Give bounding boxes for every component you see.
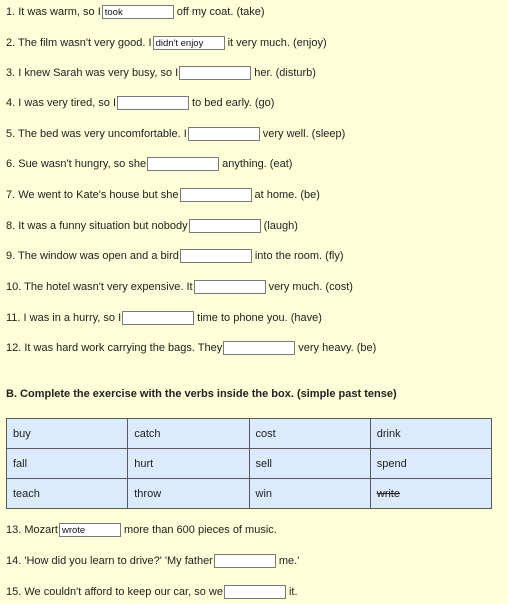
verb-box — [6, 418, 492, 509]
answer-input[interactable] — [189, 219, 261, 233]
question-text: 2. The film wasn't very good. I — [6, 37, 152, 49]
verb-cell: cost — [249, 419, 370, 449]
answer-input[interactable] — [223, 341, 295, 355]
question-hint: anything. (eat) — [222, 158, 293, 170]
answer-input[interactable] — [59, 523, 121, 537]
question-hint: time to phone you. (have) — [197, 312, 322, 324]
question-text: 4. I was very tired, so I — [6, 97, 117, 109]
question-12 — [6, 340, 376, 356]
question-hint: very heavy. (be) — [298, 342, 377, 354]
question-hint: at home. (be) — [254, 189, 320, 201]
verb-cell: catch — [128, 419, 249, 449]
question-hint: her. (disturb) — [254, 67, 316, 79]
question-1 — [6, 4, 265, 20]
question-hint: off my coat. (take) — [176, 6, 265, 18]
answer-input[interactable] — [180, 249, 252, 263]
question-text: 11. I was in a hurry, so I — [6, 312, 122, 324]
question-hint: it very much. (enjoy) — [227, 37, 327, 49]
verb-cell: drink — [370, 419, 491, 449]
answer-input[interactable] — [180, 188, 252, 202]
answer-input[interactable] — [153, 36, 225, 50]
question-2 — [6, 35, 327, 51]
question-hint: very much. (cost) — [268, 281, 353, 293]
question-text: 7. We went to Kate's house but she — [6, 189, 179, 201]
question-text: 15. We couldn't afford to keep our car, so we — [6, 586, 223, 598]
answer-input[interactable] — [179, 66, 251, 80]
question-6 — [6, 156, 292, 172]
question-11 — [6, 310, 322, 326]
verb-cell: win — [249, 479, 370, 509]
answer-input[interactable] — [224, 585, 286, 599]
question-text: 10. The hotel wasn't very expensive. It — [6, 281, 193, 293]
question-text: 9. The window was open and a bird — [6, 250, 179, 262]
question-hint: (laugh) — [263, 220, 298, 232]
verb-row — [7, 479, 492, 509]
section-b-title: B. Complete the exercise with the verbs inside the box. (simple past tense) — [6, 388, 397, 400]
question-text: 5. The bed was very uncomfortable. I — [6, 128, 187, 140]
question-text: 8. It was a funny situation but nobody — [6, 220, 188, 232]
verb-cell-used: write — [370, 479, 491, 509]
question-5 — [6, 126, 345, 142]
verb-cell: sell — [249, 449, 370, 479]
question-hint: to bed early. (go) — [192, 97, 275, 109]
verb-cell: hurt — [128, 449, 249, 479]
answer-input[interactable] — [122, 311, 194, 325]
question-8 — [6, 218, 298, 234]
verb-row — [7, 449, 492, 479]
question-4 — [6, 95, 274, 111]
question-13 — [6, 522, 277, 538]
verb-cell: buy — [7, 419, 128, 449]
question-text: 6. Sue wasn't hungry, so she — [6, 158, 147, 170]
question-text: 1. It was warm, so I — [6, 6, 101, 18]
question-14 — [6, 553, 299, 569]
answer-input[interactable] — [102, 5, 174, 19]
verb-cell: teach — [7, 479, 128, 509]
question-hint: very well. (sleep) — [262, 128, 346, 140]
question-9 — [6, 248, 344, 264]
question-hint: more than 600 pieces of music. — [123, 524, 277, 536]
verb-cell: throw — [128, 479, 249, 509]
question-text: 12. It was hard work carrying the bags. They — [6, 342, 223, 354]
answer-input[interactable] — [188, 127, 260, 141]
question-text: 14. 'How did you learn to drive?' 'My father — [6, 555, 213, 567]
verb-row — [7, 419, 492, 449]
answer-input[interactable] — [194, 280, 266, 294]
question-text: 13. Mozart — [6, 524, 58, 536]
answer-input[interactable] — [214, 554, 276, 568]
question-3 — [6, 65, 316, 81]
verb-cell: spend — [370, 449, 491, 479]
answer-input[interactable] — [117, 96, 189, 110]
question-7 — [6, 187, 320, 203]
question-hint: it. — [288, 586, 298, 598]
question-hint: into the room. (fly) — [254, 250, 344, 262]
verb-cell: fall — [7, 449, 128, 479]
question-text: 3. I knew Sarah was very busy, so I — [6, 67, 179, 79]
question-15 — [6, 584, 298, 600]
question-10 — [6, 279, 353, 295]
question-hint: me.' — [278, 555, 300, 567]
answer-input[interactable] — [147, 157, 219, 171]
